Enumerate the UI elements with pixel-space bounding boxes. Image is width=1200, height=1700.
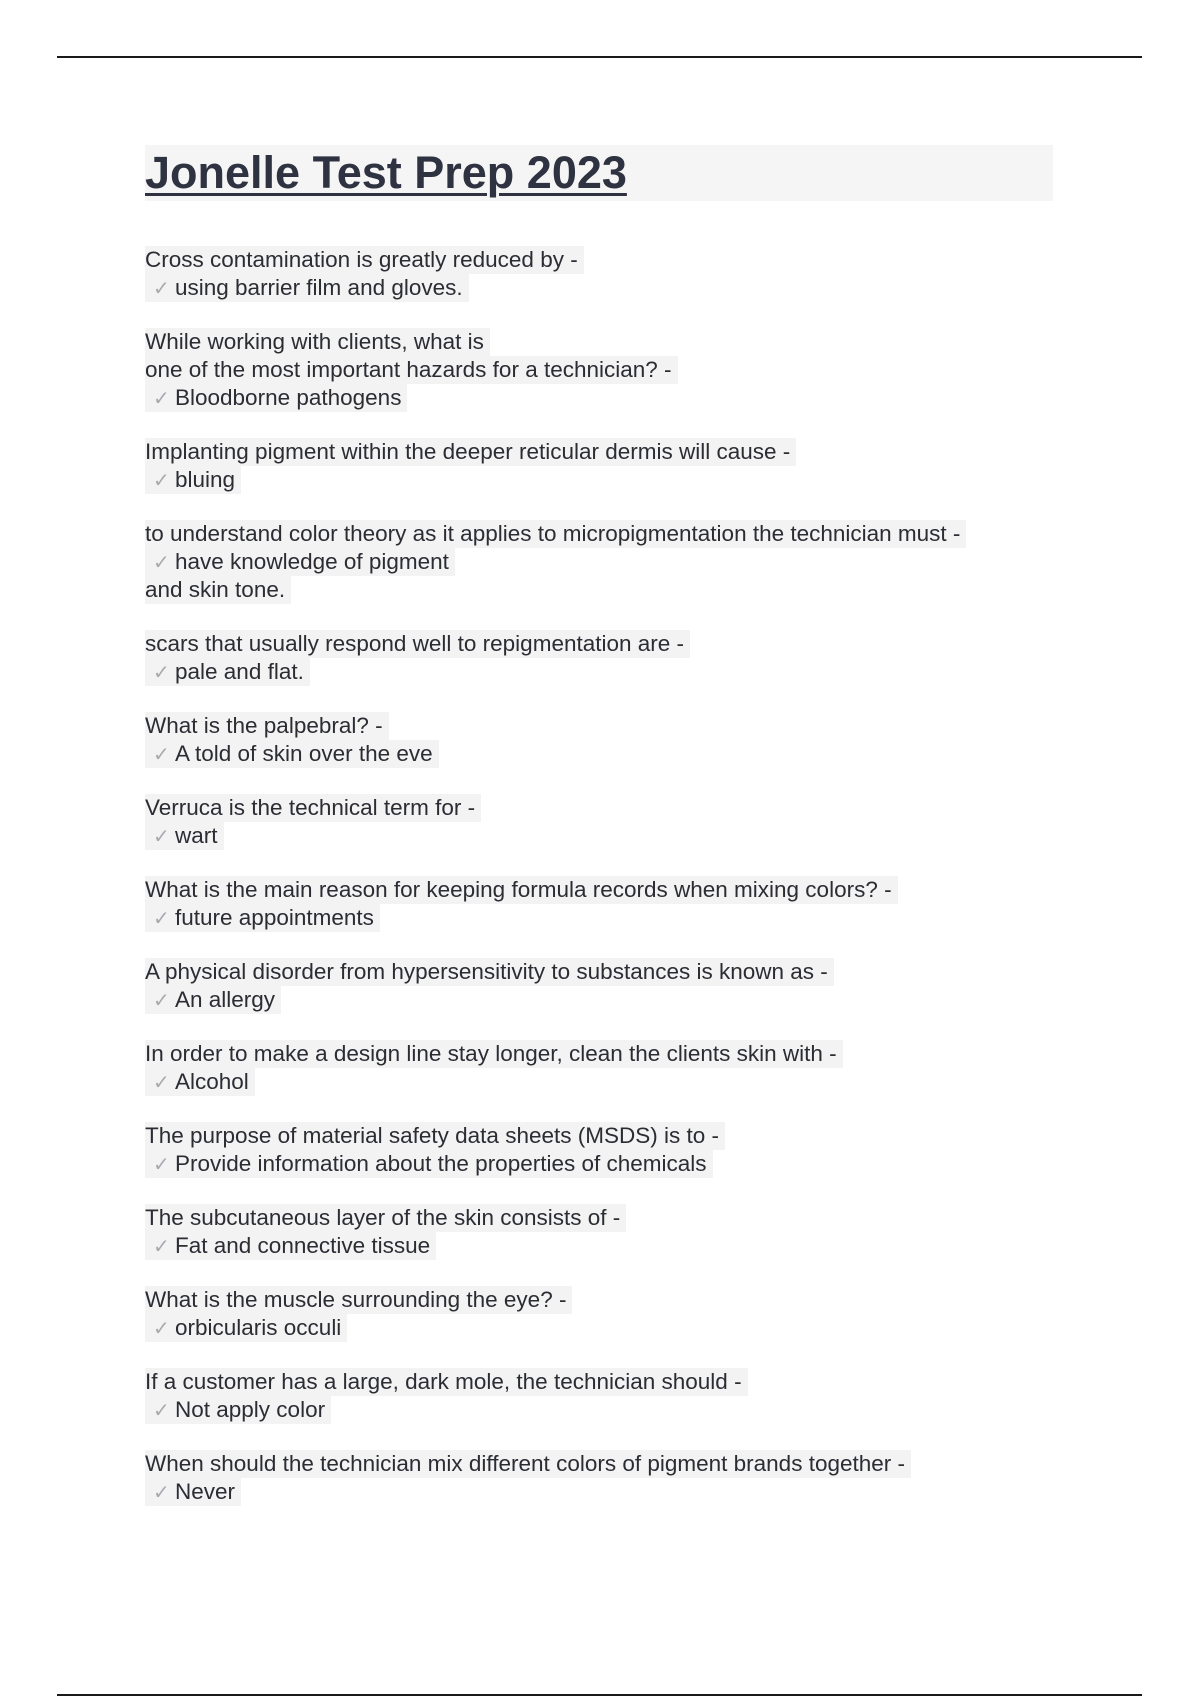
question-text: In order to make a design line stay longer, clean the clients skin with -	[145, 1040, 843, 1068]
checkmark-icon: ✓	[153, 1398, 170, 1422]
question-text: The subcutaneous layer of the skin consists of -	[145, 1204, 626, 1232]
answer-text	[145, 1396, 331, 1424]
answer-text	[145, 1150, 713, 1178]
question-text: If a customer has a large, dark mole, the technician should -	[145, 1368, 748, 1396]
checkmark-icon: ✓	[153, 550, 170, 574]
qa-item	[145, 958, 1145, 1014]
checkmark-icon: ✓	[153, 386, 170, 410]
qa-item	[145, 520, 1145, 604]
answer-value: Fat and connective tissue	[175, 1233, 431, 1258]
checkmark-icon: ✓	[153, 1480, 170, 1504]
qa-item	[145, 794, 1145, 850]
qa-item	[145, 876, 1145, 932]
answer-value: future appointments	[175, 905, 374, 930]
answer-value: An allergy	[175, 987, 276, 1012]
question-text: Implanting pigment within the deeper reticular dermis will cause -	[145, 438, 796, 466]
answer-text	[145, 1478, 241, 1506]
answer-value: have knowledge of pigment	[175, 549, 449, 574]
question-text: The purpose of material safety data sheets (MSDS) is to -	[145, 1122, 725, 1150]
answer-text	[145, 548, 455, 576]
answer-value: Never	[175, 1479, 236, 1504]
checkmark-icon: ✓	[153, 1316, 170, 1340]
question-text: What is the main reason for keeping formula records when mixing colors? -	[145, 876, 898, 904]
answer-text	[145, 576, 291, 604]
qa-item	[145, 1122, 1145, 1178]
question-text: scars that usually respond well to repigmentation are -	[145, 630, 690, 658]
answer-text	[145, 904, 380, 932]
checkmark-icon: ✓	[153, 1070, 170, 1094]
answer-text	[145, 466, 241, 494]
answer-value: Provide information about the properties of chemicals	[175, 1151, 707, 1176]
checkmark-icon: ✓	[153, 906, 170, 930]
qa-item	[145, 246, 1145, 302]
answer-value: wart	[175, 823, 218, 848]
checkmark-icon: ✓	[153, 1152, 170, 1176]
answer-value: bluing	[175, 467, 236, 492]
answer-text	[145, 384, 407, 412]
question-text: While working with clients, what is	[145, 328, 490, 356]
qa-item	[145, 1450, 1145, 1506]
checkmark-icon: ✓	[153, 824, 170, 848]
answer-text	[145, 1232, 436, 1260]
qa-item	[145, 1204, 1145, 1260]
qa-item	[145, 1040, 1145, 1096]
answer-text	[145, 1068, 255, 1096]
qa-item	[145, 712, 1145, 768]
question-text: one of the most important hazards for a technician? -	[145, 356, 678, 384]
question-text: What is the muscle surrounding the eye? -	[145, 1286, 572, 1314]
page-title: Jonelle Test Prep 2023	[145, 147, 627, 198]
top-divider	[57, 56, 1142, 58]
bottom-divider	[57, 1694, 1142, 1696]
answer-value: orbicularis occuli	[175, 1315, 342, 1340]
qa-list	[145, 246, 1145, 1532]
answer-value: Alcohol	[175, 1069, 249, 1094]
checkmark-icon: ✓	[153, 468, 170, 492]
checkmark-icon: ✓	[153, 988, 170, 1012]
qa-item	[145, 1286, 1145, 1342]
answer-value: Not apply color	[175, 1397, 326, 1422]
question-text: Cross contamination is greatly reduced by -	[145, 246, 584, 274]
answer-text	[145, 1314, 347, 1342]
answer-text	[145, 986, 281, 1014]
answer-value: using barrier film and gloves.	[175, 275, 463, 300]
answer-text	[145, 274, 469, 302]
question-text: What is the palpebral? -	[145, 712, 389, 740]
checkmark-icon: ✓	[153, 742, 170, 766]
qa-item	[145, 438, 1145, 494]
checkmark-icon: ✓	[153, 660, 170, 684]
answer-text	[145, 740, 439, 768]
question-text: Verruca is the technical term for -	[145, 794, 481, 822]
answer-text	[145, 658, 310, 686]
checkmark-icon: ✓	[153, 1234, 170, 1258]
question-text: When should the technician mix different colors of pigment brands together -	[145, 1450, 911, 1478]
qa-item	[145, 1368, 1145, 1424]
answer-value: pale and flat.	[175, 659, 304, 684]
qa-item	[145, 630, 1145, 686]
checkmark-icon: ✓	[153, 276, 170, 300]
answer-value: Bloodborne pathogens	[175, 385, 402, 410]
question-text: A physical disorder from hypersensitivity to substances is known as -	[145, 958, 834, 986]
qa-item	[145, 328, 1145, 412]
question-text: to understand color theory as it applies to micropigmentation the technician must -	[145, 520, 966, 548]
answer-value: A told of skin over the eve	[175, 741, 433, 766]
answer-value: and skin tone.	[145, 577, 286, 602]
answer-text	[145, 822, 224, 850]
